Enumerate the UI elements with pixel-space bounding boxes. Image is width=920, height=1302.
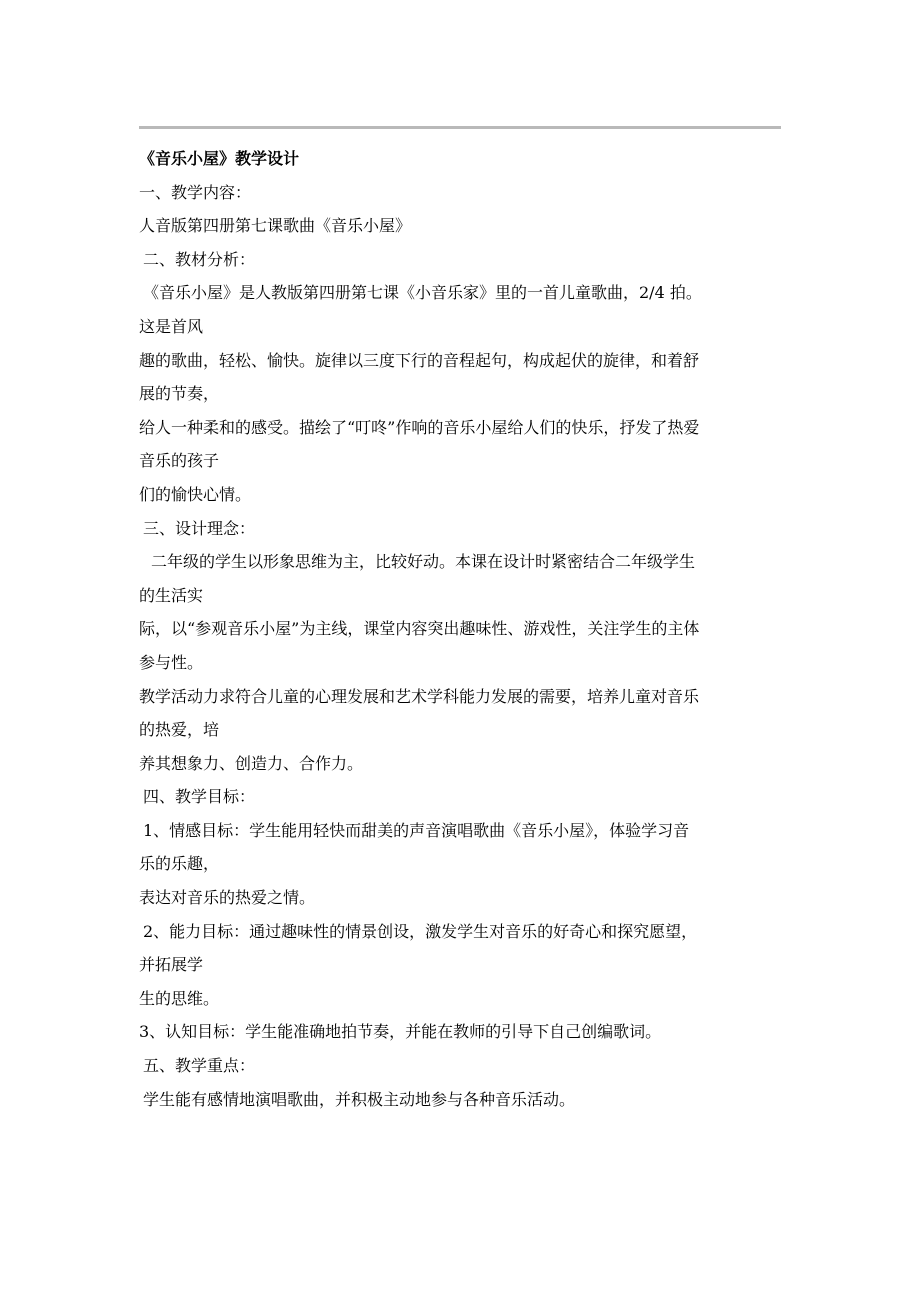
paragraph-line: 的热爱，培 bbox=[139, 720, 220, 740]
paragraph-line: 给人一种柔和的感受。描绘了“叮咚”作响的音乐小屋给人们的快乐，抒发了热爱 bbox=[139, 417, 700, 437]
document-body bbox=[139, 142, 789, 1116]
paragraph-line: 1、情感目标：学生能用轻快而甜美的声音演唱歌曲《音乐小屋》，体验学习音 bbox=[143, 820, 690, 840]
heading-design-concept: 三、设计理念： bbox=[143, 518, 256, 538]
paragraph-line: 教学活动力求符合儿童的心理发展和艺术学科能力发展的需要，培养儿童对音乐 bbox=[139, 686, 700, 706]
paragraph-line: 2、能力目标：通过趣味性的情景创设，激发学生对音乐的好奇心和探究愿望， bbox=[143, 921, 698, 941]
paragraph-line: 乐的乐趣， bbox=[139, 854, 220, 874]
paragraph-line: 《音乐小屋》是人教版第四册第七课《小音乐家》里的一首儿童歌曲，2/4 拍。 bbox=[143, 283, 702, 303]
heading-material-analysis: 二、教材分析： bbox=[143, 249, 256, 269]
paragraph-line: 音乐的孩子 bbox=[139, 451, 220, 471]
paragraph-line: 际，以“参观音乐小屋”为主线，课堂内容突出趣味性、游戏性，关注学生的主体 bbox=[139, 619, 700, 639]
heading-teaching-focus: 五、教学重点： bbox=[143, 1056, 256, 1076]
heading-teaching-content: 一、教学内容： bbox=[139, 182, 252, 202]
paragraph-line: 养其想象力、创造力、合作力。 bbox=[139, 753, 364, 773]
paragraph-line: 这是首风 bbox=[139, 316, 204, 336]
paragraph-line: 二年级的学生以形象思维为主，比较好动。本课在设计时紧密结合二年级学生 bbox=[151, 552, 696, 572]
paragraph-line: 人音版第四册第七课歌曲《音乐小屋》 bbox=[139, 216, 412, 236]
paragraph-line: 的生活实 bbox=[139, 585, 204, 605]
paragraph-line: 生的思维。 bbox=[139, 988, 220, 1008]
header-rule bbox=[139, 126, 781, 129]
paragraph-line: 展的节奏， bbox=[139, 384, 220, 404]
heading-teaching-objectives: 四、教学目标： bbox=[143, 787, 256, 807]
paragraph-line: 并拓展学 bbox=[139, 955, 204, 975]
paragraph-line: 表达对音乐的热爱之情。 bbox=[139, 888, 316, 908]
document-title: 《音乐小屋》教学设计 bbox=[139, 149, 300, 168]
paragraph-line: 学生能有感情地演唱歌曲，并积极主动地参与各种音乐活动。 bbox=[143, 1089, 576, 1109]
paragraph-line: 们的愉快心情。 bbox=[139, 484, 252, 504]
paragraph-line: 3、认知目标：学生能准确地拍节奏，并能在教师的引导下自己创编歌词。 bbox=[139, 1022, 662, 1042]
paragraph-line: 趣的歌曲，轻松、愉快。旋律以三度下行的音程起句，构成起伏的旋律，和着舒 bbox=[139, 350, 700, 370]
paragraph-line: 参与性。 bbox=[139, 652, 204, 672]
